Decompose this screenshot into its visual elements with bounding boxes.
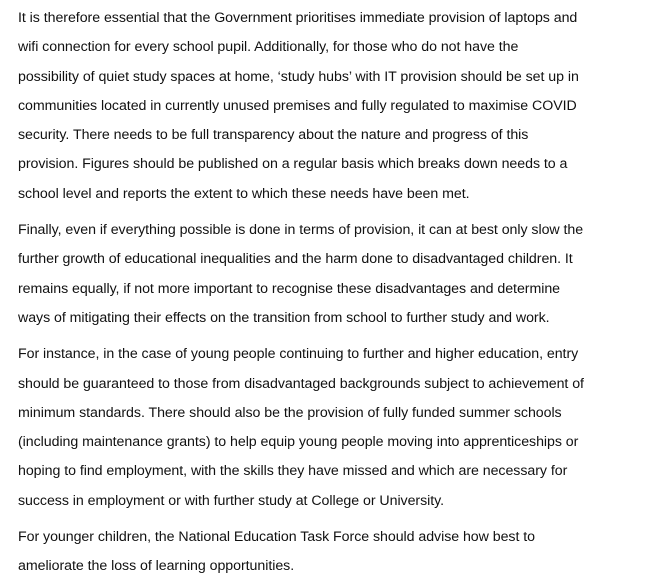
paragraph-spacer [18, 516, 638, 523]
text-line: minimum standards. There should also be the provision of fully funded summer schools [18, 404, 562, 421]
text-line: should be guaranteed to those from disadvantaged backgrounds subject to achievement of [18, 375, 584, 392]
paragraph-younger-children [18, 523, 638, 582]
text-line: For instance, in the case of young people continuing to further and higher education, entry [18, 346, 579, 363]
text-line: wifi connection for every school pupil. Additionally, for those who do not have the [18, 39, 519, 56]
text-line: (including maintenance grants) to help equip young people moving into apprenticeships or [18, 434, 579, 451]
document-body [18, 0, 638, 582]
paragraph-finally [18, 216, 638, 333]
text-line: communities located in currently unused premises and fully regulated to maximise COVID [18, 97, 577, 114]
text-line: remains equally, if not more important to recognise these disadvantages and determine [18, 280, 561, 297]
text-line: hoping to find employment, with the skills they have missed and which are necessary for [18, 463, 568, 480]
text-line: ways of mitigating their effects on the transition from school to further study and work. [18, 309, 550, 326]
paragraph-provision [18, 4, 638, 209]
text-line: possibility of quiet study spaces at home, ‘study hubs’ with IT provision should be set up in [18, 68, 579, 85]
paragraph-spacer [18, 333, 638, 340]
text-line: success in employment or with further study at College or University. [18, 492, 445, 509]
paragraph-for-instance [18, 340, 638, 516]
text-line: security. There needs to be full transparency about the nature and progress of this [18, 127, 529, 144]
text-line: It is therefore essential that the Government prioritises immediate provision of laptops and [18, 10, 578, 26]
text-line: For younger children, the National Education Task Force should advise how best to [18, 529, 535, 546]
text-line: Finally, even if everything possible is done in terms of provision, it can at best only slow the [18, 222, 584, 239]
text-line: further growth of educational inequalities and the harm done to disadvantaged children. It [18, 251, 573, 268]
text-line: ameliorate the loss of learning opportunities. [18, 558, 295, 575]
text-line: provision. Figures should be published on a regular basis which breaks down needs to a [18, 156, 568, 173]
paragraph-spacer [18, 209, 638, 216]
text-line: school level and reports the extent to which these needs have been met. [18, 185, 470, 202]
